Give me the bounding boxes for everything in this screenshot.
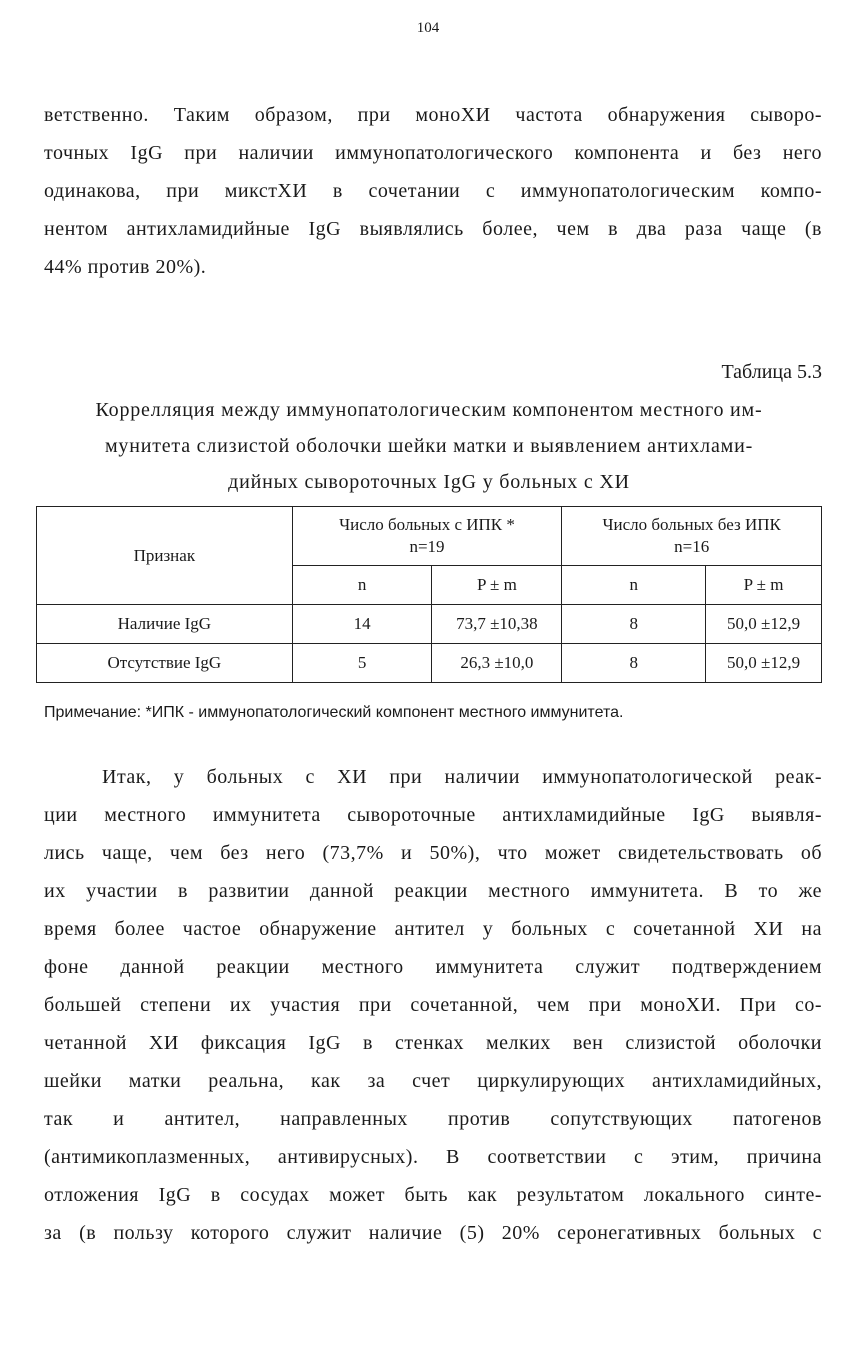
cell-pm-no-ipk: 50,0 ±12,9 <box>706 605 822 644</box>
text-line: время более частое обнаружение антител у больных с сочетанной ХИ на <box>44 918 822 940</box>
paragraph-conclusion <box>44 758 822 1252</box>
table-label: Таблица 5.3 <box>721 361 822 383</box>
text-line: ции местного иммунитета сывороточные антихламидийные IgG выявля- <box>44 804 822 826</box>
text-line: фоне данной реакции местного иммунитета служит подтверждением <box>44 956 822 978</box>
subheader-pm: P ± m <box>432 566 562 605</box>
table-row <box>37 605 822 644</box>
subheader-n: n <box>562 566 706 605</box>
cell-pm-ipk: 73,7 ±10,38 <box>432 605 562 644</box>
text-line: (антимикоплазменных, антивирусных). В соответствии с этим, причина <box>44 1146 822 1168</box>
cell-n-ipk: 5 <box>292 644 432 683</box>
subheader-pm: P ± m <box>706 566 822 605</box>
header-group-no-ipk-title: Число больных без ИПК <box>602 515 781 534</box>
table-note: Примечание: *ИПК - иммунопатологический компонент местного иммунитета. <box>44 704 624 721</box>
text-line: нентом антихламидийные IgG выявлялись более, чем в два раза чаще (в <box>44 218 822 240</box>
table-caption <box>36 392 822 500</box>
cell-pm-ipk: 26,3 ±10,0 <box>432 644 562 683</box>
header-group-ipk-n: n=19 <box>409 537 445 556</box>
text-line: большей степени их участия при сочетанной, чем при моноХИ. При со- <box>44 994 822 1016</box>
cell-n-no-ipk: 8 <box>562 644 706 683</box>
text-line: за (в пользу которого служит наличие (5) 20% серонегативных больных с <box>44 1222 822 1244</box>
text-line: их участии в развитии данной реакции местного иммунитета. В то же <box>44 880 822 902</box>
text-line: отложения IgG в сосудах может быть как результатом локального синте- <box>44 1184 822 1206</box>
header-group-ipk-title: Число больных с ИПК * <box>339 515 515 534</box>
text-line: 44% против 20%). <box>44 256 207 278</box>
header-group-no-ipk-n: n=16 <box>674 537 710 556</box>
header-feature: Признак <box>37 507 293 605</box>
header-group-no-ipk <box>562 507 822 566</box>
caption-line: Коррелляция между иммунопатологическим компонентом местного им- <box>95 399 763 421</box>
caption-line: дийных сывороточных IgG у больных с ХИ <box>228 471 630 493</box>
caption-line: мунитета слизистой оболочки шейки матки и выявлением антихлами- <box>104 435 754 457</box>
text-line: так и антител, направленных против сопутствующих патогенов <box>44 1108 822 1130</box>
cell-n-no-ipk: 8 <box>562 605 706 644</box>
text-line: точных IgG при наличии иммунопатологического компонента и без него <box>44 142 822 164</box>
table-row <box>37 644 822 683</box>
page-number: 104 <box>416 20 440 36</box>
subheader-n: n <box>292 566 432 605</box>
text-line: Итак, у больных с ХИ при наличии иммунопатологической реак- <box>102 766 822 788</box>
cell-n-ipk: 14 <box>292 605 432 644</box>
row-label: Наличие IgG <box>37 605 293 644</box>
text-line: шейки матки реальна, как за счет циркулирующих антихламидийных, <box>44 1070 822 1092</box>
table-header-row <box>37 507 822 566</box>
row-label: Отсутствие IgG <box>37 644 293 683</box>
cell-pm-no-ipk: 50,0 ±12,9 <box>706 644 822 683</box>
text-line: ветственно. Таким образом, при моноХИ частота обнаружения сыворо- <box>44 104 822 126</box>
text-line: лись чаще, чем без него (73,7% и 50%), что может свидетельствовать об <box>44 842 822 864</box>
data-table <box>36 506 822 683</box>
text-line: четанной ХИ фиксация IgG в стенках мелких вен слизистой оболочки <box>44 1032 822 1054</box>
text-line: одинакова, при микстХИ в сочетании с иммунопатологическим компо- <box>44 180 822 202</box>
paragraph-intro <box>44 96 822 286</box>
header-group-ipk <box>292 507 562 566</box>
